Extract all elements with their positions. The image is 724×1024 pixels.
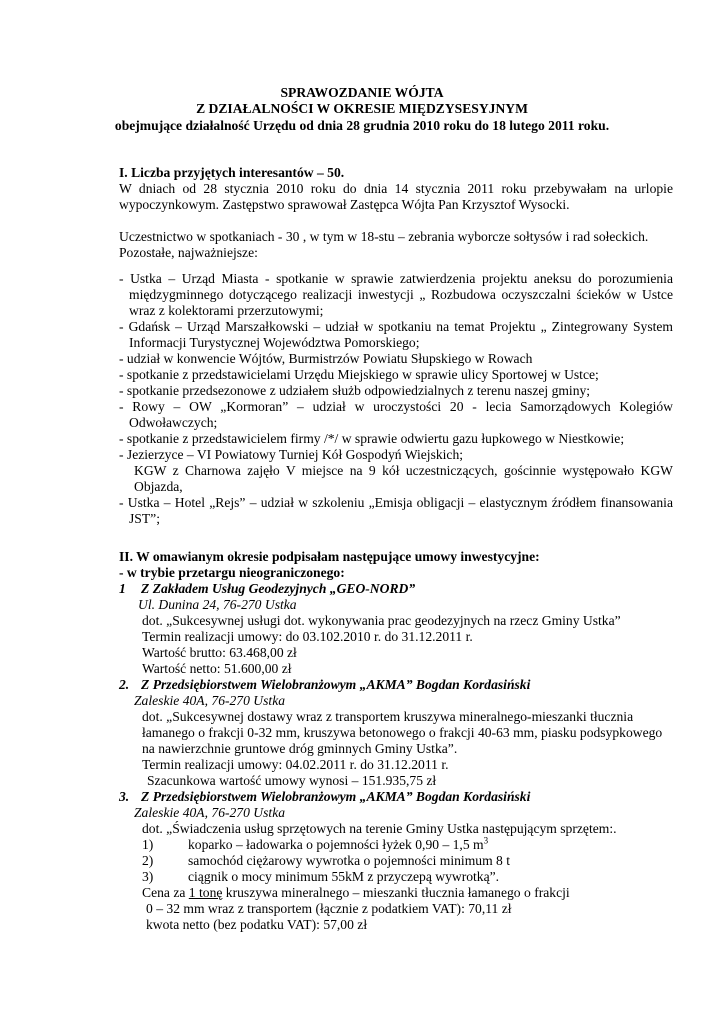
equipment-number: 3) xyxy=(142,869,154,884)
contract-subject: łamanego o frakcji 0-32 mm, kruszywa betonowego o frakcji 40-63 mm, piasku podsypkowego xyxy=(142,725,663,740)
contract-number: 3. xyxy=(119,789,130,804)
price-text: kruszywa mineralnego – mieszanki tłucznia łamanego o frakcji xyxy=(222,885,570,900)
contract-number: 2. xyxy=(119,677,130,692)
price-unit: 1 tonę xyxy=(188,885,223,900)
equipment-item: ciągnik o mocy minimum 55kM z przyczepą wywrotką”. xyxy=(188,869,500,884)
section-2-heading: II. W omawianym okresie podpisałam następujące umowy inwestycyjne: xyxy=(119,549,540,564)
section-1-paragraph-line: wypoczynkowym. Zastępstwo sprawował Zastępca Wójta Pan Krzysztof Wysocki. xyxy=(119,197,570,212)
list-item: Informacji Turystycznej Województwa Pomorskiego; xyxy=(129,335,420,350)
contract-term: Termin realizacji umowy: do 03.102.2010 r. do 31.12.2011 r. xyxy=(142,629,473,644)
superscript: 3 xyxy=(483,835,489,846)
equipment-label: koparko – ładowarka o pojemności łyżek 0,90 – 1,5 m xyxy=(188,837,484,852)
equipment-number: 1) xyxy=(142,837,154,852)
list-item: - Gdańsk – Urząd Marszałkowski – udział w spotkaniu na temat Projektu „ Zintegrowany System xyxy=(119,319,673,334)
contract-address: Zaleskie 40A, 76-270 Ustka xyxy=(134,693,286,708)
contract-term: Termin realizacji umowy: 04.02.2011 r. do 31.12.2011 r. xyxy=(142,757,449,772)
list-item: wraz z kolektorami przerzutowymi; xyxy=(129,303,324,318)
contract-subject: dot. „Sukcesywnej dostawy wraz z transportem kruszywa mineralnego-mieszanki tłucznia xyxy=(142,709,634,724)
list-item: - udział w konwencie Wójtów, Burmistrzów Powiatu Słupskiego w Rowach xyxy=(119,351,533,366)
contract-subject: na nawierzchnie gruntowe dróg gminnych Gminy Ustka”. xyxy=(142,741,458,756)
list-item: - spotkanie z przedstawicielem firmy /*/ w sprawie odwiertu gazu łupkowego w Niestkowie; xyxy=(119,431,625,446)
list-item: JST”; xyxy=(129,511,160,526)
equipment-item xyxy=(188,837,488,853)
contract-subject: dot. „Sukcesywnej usługi dot. wykonywania prac geodezyjnych na rzecz Gminy Ustka” xyxy=(142,613,621,628)
doc-title: SPRAWOZDANIE WÓJTA xyxy=(280,85,444,100)
contract-party: Z Zakładem Usług Geodezyjnych „GEO-NORD” xyxy=(141,581,416,596)
list-item: - Jezierzyce – VI Powiatowy Turniej Kół Gospodyń Wiejskich; xyxy=(119,447,464,462)
price-text: Cena za xyxy=(142,885,189,900)
list-item: Objazda, xyxy=(134,479,183,494)
contract-price-line xyxy=(142,885,570,901)
contract-subject: dot. „Świadczenia usług sprzętowych na terenie Gminy Ustka następującym sprzętem:. xyxy=(142,821,617,836)
section-2-subheading: - w trybie przetargu nieograniczonego: xyxy=(119,565,345,580)
equipment-item: samochód ciężarowy wywrotka o pojemności minimum 8 t xyxy=(188,853,511,868)
list-item: Odwoławczych; xyxy=(129,415,218,430)
contract-address: Ul. Dunina 24, 76-270 Ustka xyxy=(138,597,297,612)
contract-net: Wartość netto: 51.600,00 zł xyxy=(142,661,292,676)
doc-subtitle: Z DZIAŁALNOŚCI W OKRESIE MIĘDZYSESYJNYM xyxy=(196,101,528,116)
list-item: - spotkanie z przedstawicielami Urzędu Miejskiego w sprawie ulicy Sportowej w Ustce; xyxy=(119,367,599,382)
list-item: - spotkanie przedsezonowe z udziałem służb odpowiedzialnych z terenu naszej gminy; xyxy=(119,383,591,398)
contract-gross: Wartość brutto: 63.468,00 zł xyxy=(142,645,297,660)
list-item: - Rowy – OW „Kormoran” – udział w uroczystości 20 - lecia Samorządowych Kolegiów xyxy=(119,399,673,414)
doc-period: obejmujące działalność Urzędu od dnia 28 grudnia 2010 roku do 18 lutego 2011 roku. xyxy=(114,118,610,133)
contract-price-net: kwota netto (bez podatku VAT): 57,00 zł xyxy=(146,917,368,932)
list-item: międzygminnego dotyczącego realizacji inwestycji „ Rozbudowa oczyszczalni ścieków w Ustce xyxy=(129,287,673,302)
meetings-summary: Uczestnictwo w spotkaniach - 30 , w tym w 18-stu – zebrania wyborcze sołtysów i rad sołeckich. xyxy=(119,229,649,244)
meetings-subheading: Pozostałe, najważniejsze: xyxy=(119,245,258,260)
contract-price-gross: 0 – 32 mm wraz z transportem (łącznie z podatkiem VAT): 70,11 zł xyxy=(146,901,512,916)
section-1-heading: I. Liczba przyjętych interesantów – 50. xyxy=(119,165,345,180)
list-item: KGW z Charnowa zajęło V miejsce na 9 kół uczestniczących, gościnnie występowało KGW xyxy=(134,463,673,478)
section-1-paragraph-line: W dniach od 28 stycznia 2010 roku do dnia 14 stycznia 2011 roku przebywałam na urlopie xyxy=(119,181,673,196)
contract-address: Zaleskie 40A, 76-270 Ustka xyxy=(134,805,286,820)
equipment-number: 2) xyxy=(142,853,154,868)
contract-number: 1 xyxy=(119,581,126,596)
list-item: - Ustka – Urząd Miasta - spotkanie w sprawie zatwierdzenia projektu aneksu do porozumienia xyxy=(119,271,673,286)
contract-party: Z Przedsiębiorstwem Wielobranżowym „AKMA” Bogdan Kordasiński xyxy=(141,677,531,692)
contract-party: Z Przedsiębiorstwem Wielobranżowym „AKMA” Bogdan Kordasiński xyxy=(141,789,531,804)
contract-value: Szacunkowa wartość umowy wynosi – 151.935,75 zł xyxy=(147,773,437,788)
list-item: - Ustka – Hotel „Rejs” – udział w szkoleniu „Emisja obligacji – elastycznym źródłem finansowania xyxy=(119,495,673,510)
